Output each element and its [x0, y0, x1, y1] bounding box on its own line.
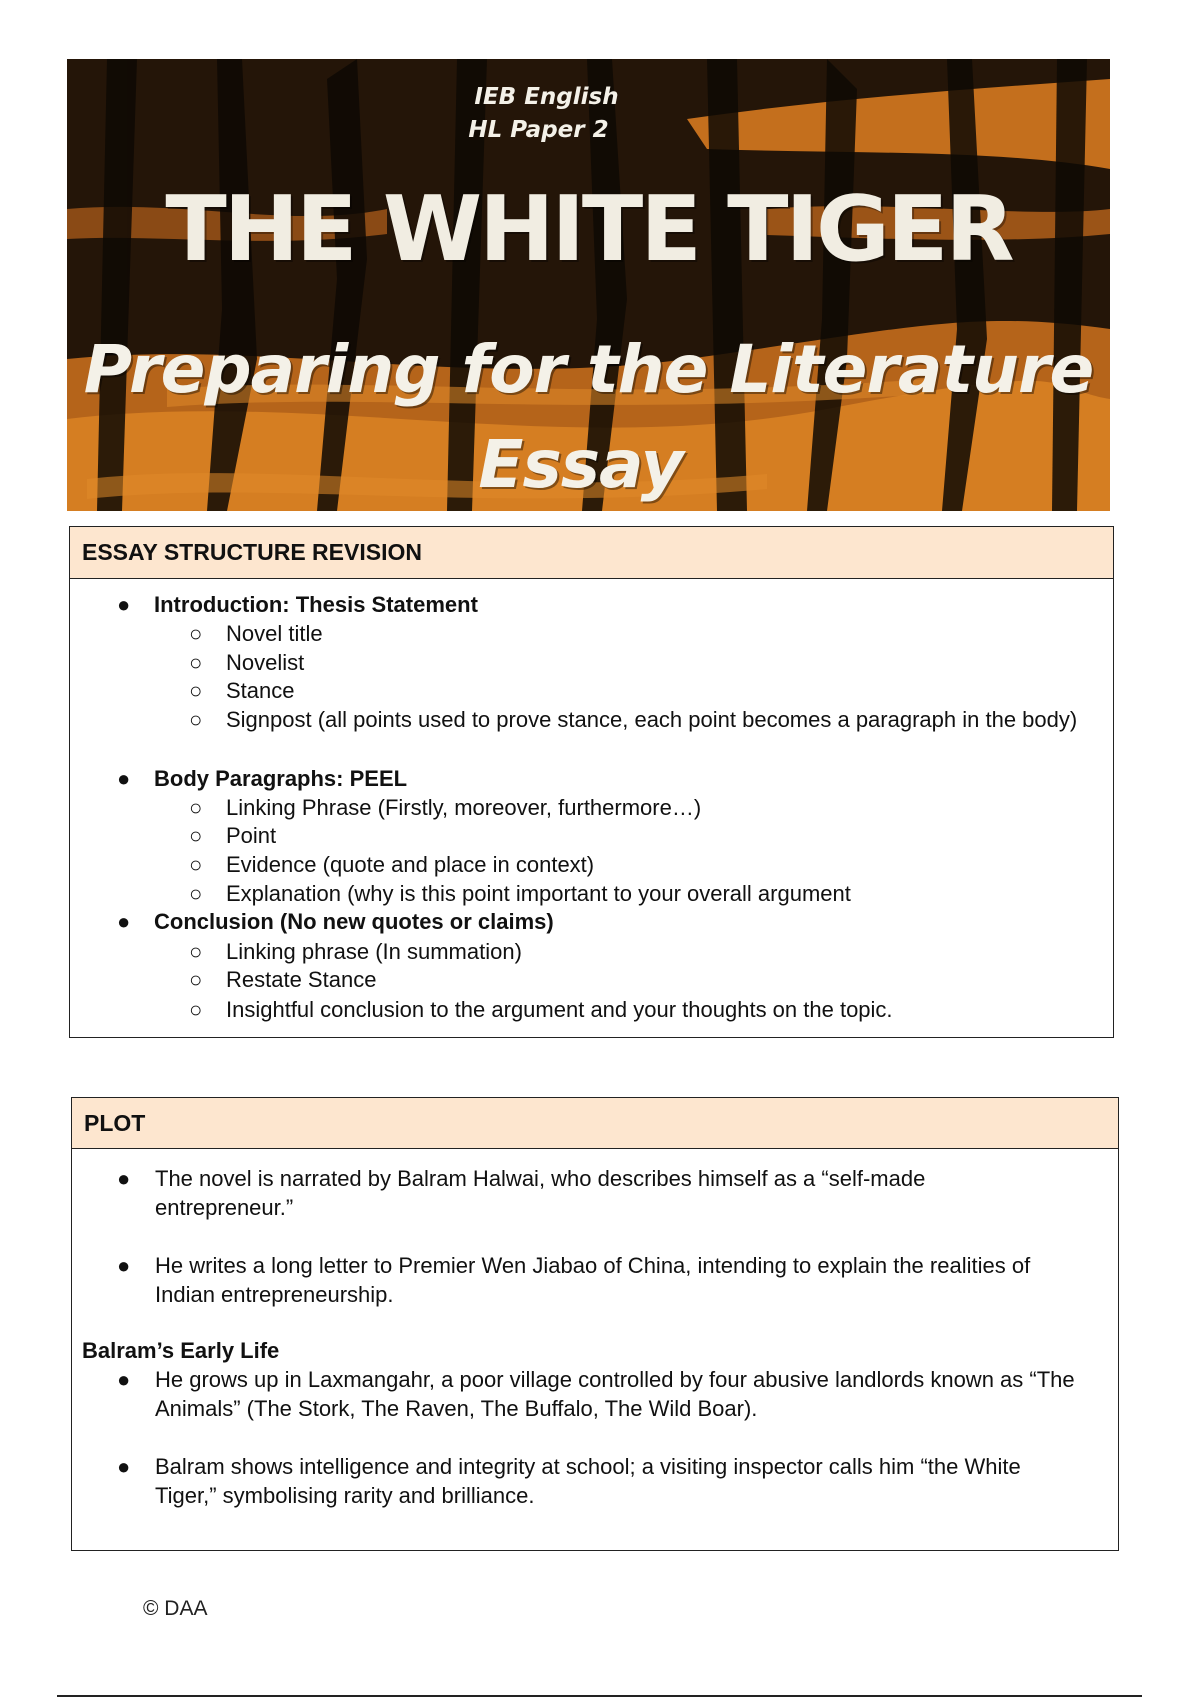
section-body-label: Body Paragraphs: PEEL: [154, 766, 408, 791]
list-item: Linking phrase (In summation): [226, 939, 522, 964]
sub-bullet-icon: ○: [189, 823, 203, 848]
bullet-icon: ●: [117, 909, 131, 934]
list-item: Evidence (quote and place in context): [226, 852, 595, 877]
subtitle-line1: Preparing for the Literature: [83, 331, 1094, 408]
copyright-notice: © DAA: [143, 1597, 208, 1620]
list-item: Point: [226, 823, 277, 848]
plot-heading: PLOT: [72, 1098, 1118, 1149]
sub-bullet-icon: ○: [189, 621, 203, 646]
early-life-heading: Balram’s Early Life: [82, 1338, 280, 1363]
exam-label-line1: IEB English: [474, 84, 619, 110]
plot-bullet: Balram shows intelligence and integrity at school; a visiting inspector calls him “the White Tiger,” symbolising rarity and brilliance.: [155, 1454, 1021, 1508]
essay-structure-heading: ESSAY STRUCTURE REVISION: [70, 527, 1113, 579]
essay-structure-box: [69, 526, 1114, 1038]
list-item: Restate Stance: [226, 967, 377, 992]
sub-bullet-icon: ○: [189, 881, 203, 906]
bullet-icon: ●: [117, 1367, 131, 1392]
list-item: Signpost (all points used to prove stance, each point becomes a paragraph in the body): [226, 707, 1078, 732]
sub-bullet-icon: ○: [189, 967, 203, 992]
sub-bullet-icon: ○: [189, 707, 203, 732]
list-item: Explanation (why is this point important to your overall argument: [226, 881, 851, 906]
list-item: Novel title: [226, 621, 323, 646]
sub-bullet-icon: ○: [189, 939, 203, 964]
bullet-icon: ●: [117, 1166, 131, 1191]
bullet-icon: ●: [117, 766, 131, 791]
plot-bullet: He grows up in Laxmangahr, a poor village controlled by four abusive landlords known as “The Animals” (The Stork, The Raven, The Buffalo, The Wild Boar).: [155, 1367, 1075, 1421]
plot-box: [71, 1097, 1119, 1551]
section-conclusion-label: Conclusion (No new quotes or claims): [154, 909, 554, 934]
plot-bullet: He writes a long letter to Premier Wen Jiabao of China, intending to explain the realities of Indian entrepreneurship.: [155, 1253, 1031, 1307]
subtitle-line2: Essay: [478, 426, 683, 503]
bullet-icon: ●: [117, 592, 131, 617]
footer-divider: [57, 1695, 1142, 1697]
section-intro-label: Introduction: Thesis Statement: [154, 592, 478, 617]
sub-bullet-icon: ○: [189, 678, 203, 703]
exam-label-line2: HL Paper 2: [468, 117, 609, 143]
book-title: THE WHITE TIGER: [165, 177, 1012, 282]
bullet-icon: ●: [117, 1253, 131, 1278]
sub-bullet-icon: ○: [189, 650, 203, 675]
sub-bullet-icon: ○: [189, 795, 203, 820]
bullet-icon: ●: [117, 1454, 131, 1479]
list-item: Stance: [226, 678, 295, 703]
list-item: Insightful conclusion to the argument and your thoughts on the topic.: [226, 997, 893, 1022]
list-item: Novelist: [226, 650, 305, 675]
title-banner: [67, 59, 1110, 511]
list-item: Linking Phrase (Firstly, moreover, furthermore…): [226, 795, 702, 820]
plot-bullet: The novel is narrated by Balram Halwai, who describes himself as a “self-made entrepreneur.”: [155, 1166, 926, 1220]
sub-bullet-icon: ○: [189, 997, 203, 1022]
sub-bullet-icon: ○: [189, 852, 203, 877]
